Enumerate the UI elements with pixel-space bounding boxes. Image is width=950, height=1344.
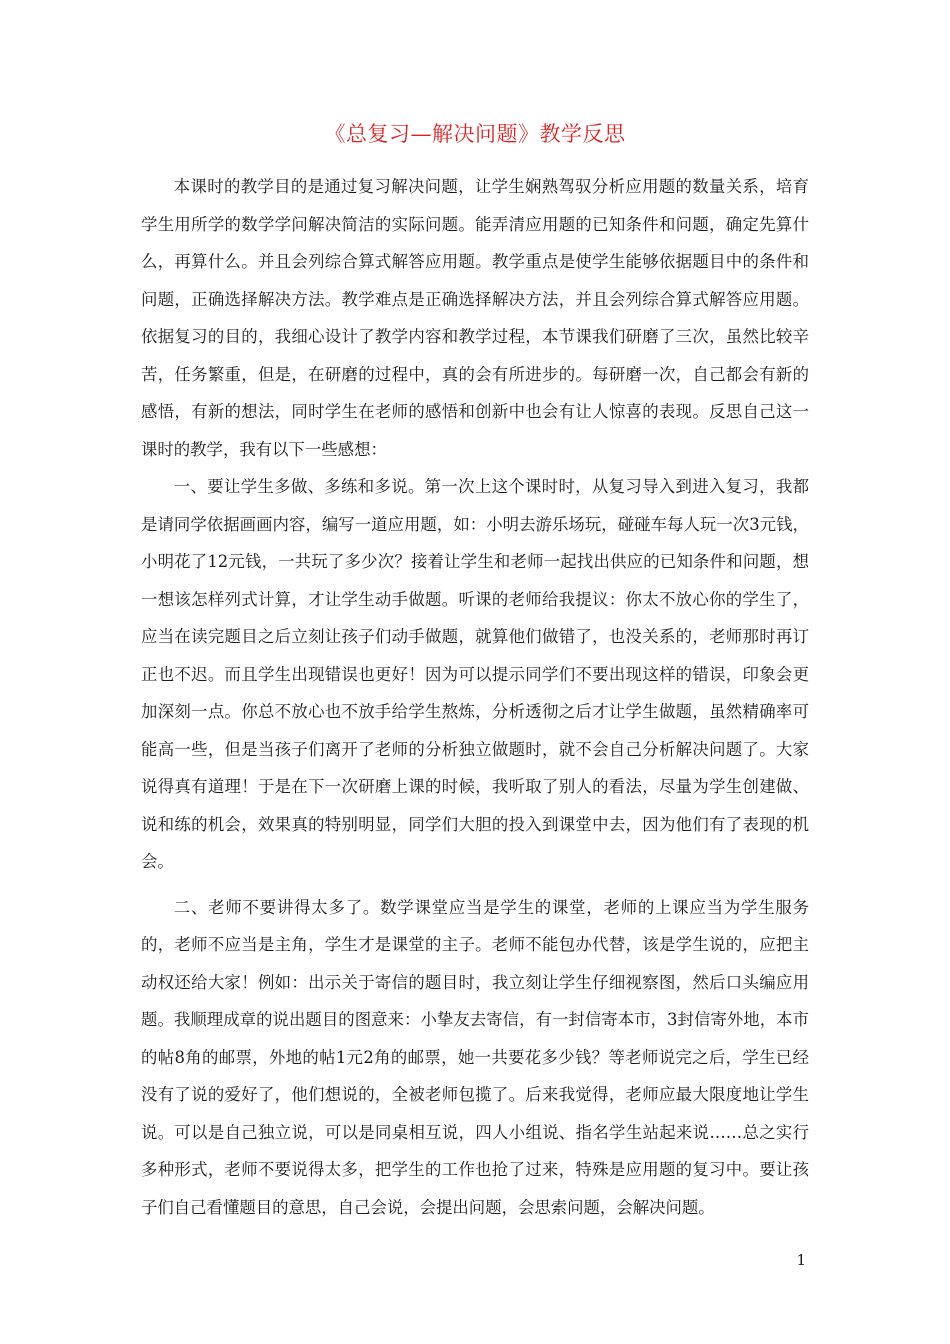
paragraph-point-two: 二、老师不要讲得太多了。数学课堂应当是学生的课堂，老师的上课应当为学生服务的，老师不应当是主角，学生才是课堂的主子。老师不能包办代替，该是学生说的，应把主动权还给大家！例如：出示关于寄信的题目时，我立刻让学生仔细视察图，然后口头编应用题。我顺理成章的说出题目的图意来：小挚友去寄信，有一封信寄本市，3封信寄外地，本市的帖8角的邮票，外地的帖1元2角的邮票，她一共要花多少钱？等老师说完之后，学生已经没有了说的爱好了，他们想说的，全被老师包揽了。后来我觉得，老师应最大限度地让学生说。可以是自己独立说，可以是同桌相互说，四人小组说、指名学生站起来说……总之实行多种形式，老师不要说得太多，把学生的工作也抢了过来，特殊是应用题的复习中。要让孩子们自己看懂题目的意思，自己会说，会提出问题，会思索问题，会解决问题。 xyxy=(141,897,809,1217)
document-body xyxy=(141,168,809,1226)
page-number: 1 xyxy=(796,1251,806,1269)
paragraph-intro: 本课时的教学目的是通过复习解决问题，让学生娴熟驾驭分析应用题的数量关系，培育学生用所学的数学学问解决简洁的实际问题。能弄清应用题的已知条件和问题，确定先算什么，再算什么。并且会列综合算式解答应用题。教学重点是使学生能够依据题目中的条件和问题，正确选择解决方法。教学难点是正确选择解决方法，并且会列综合算式解答应用题。依据复习的目的，我细心设计了教学内容和教学过程，本节课我们研磨了三次，虽然比较辛苦，任务繁重，但是，在研磨的过程中，真的会有所进步的。每研磨一次，自己都会有新的感悟，有新的想法，同时学生在老师的感悟和创新中也会有让人惊喜的表现。反思自己这一课时的教学，我有以下一些感想： xyxy=(141,177,809,459)
paragraph-point-one: 一、要让学生多做、多练和多说。第一次上这个课时时，从复习导入到进入复习，我都是请同学依据画画内容，编写一道应用题，如：小明去游乐场玩，碰碰车每人玩一次3元钱，小明花了12元钱，一共玩了多少次？接着让学生和老师一起找出供应的已知条件和问题，想一想该怎样列式计算，才让学生动手做题。听课的老师给我提议：你太不放心你的学生了，应当在读完题目之后立刻让孩子们动手做题，就算他们做错了，也没关系的，老师那时再订正也不迟。而且学生出现错误也更好！因为可以提示同学们不要出现这样的错误，印象会更加深刻一点。你总不放心也不放手给学生熬炼，分析透彻之后才让学生做题，虽然精确率可能高一些，但是当孩子们离开了老师的分析独立做题时，就不会自己分析解决问题了。大家说得真有道理！于是在下一次研磨上课的时候，我听取了别人的看法，尽量为学生创建做、说和练的机会，效果真的特别明显，同学们大胆的投入到课堂中去，因为他们有了表现的机会。 xyxy=(141,477,809,871)
document-title: 《总复习—解决问题》教学反思 xyxy=(324,122,626,146)
